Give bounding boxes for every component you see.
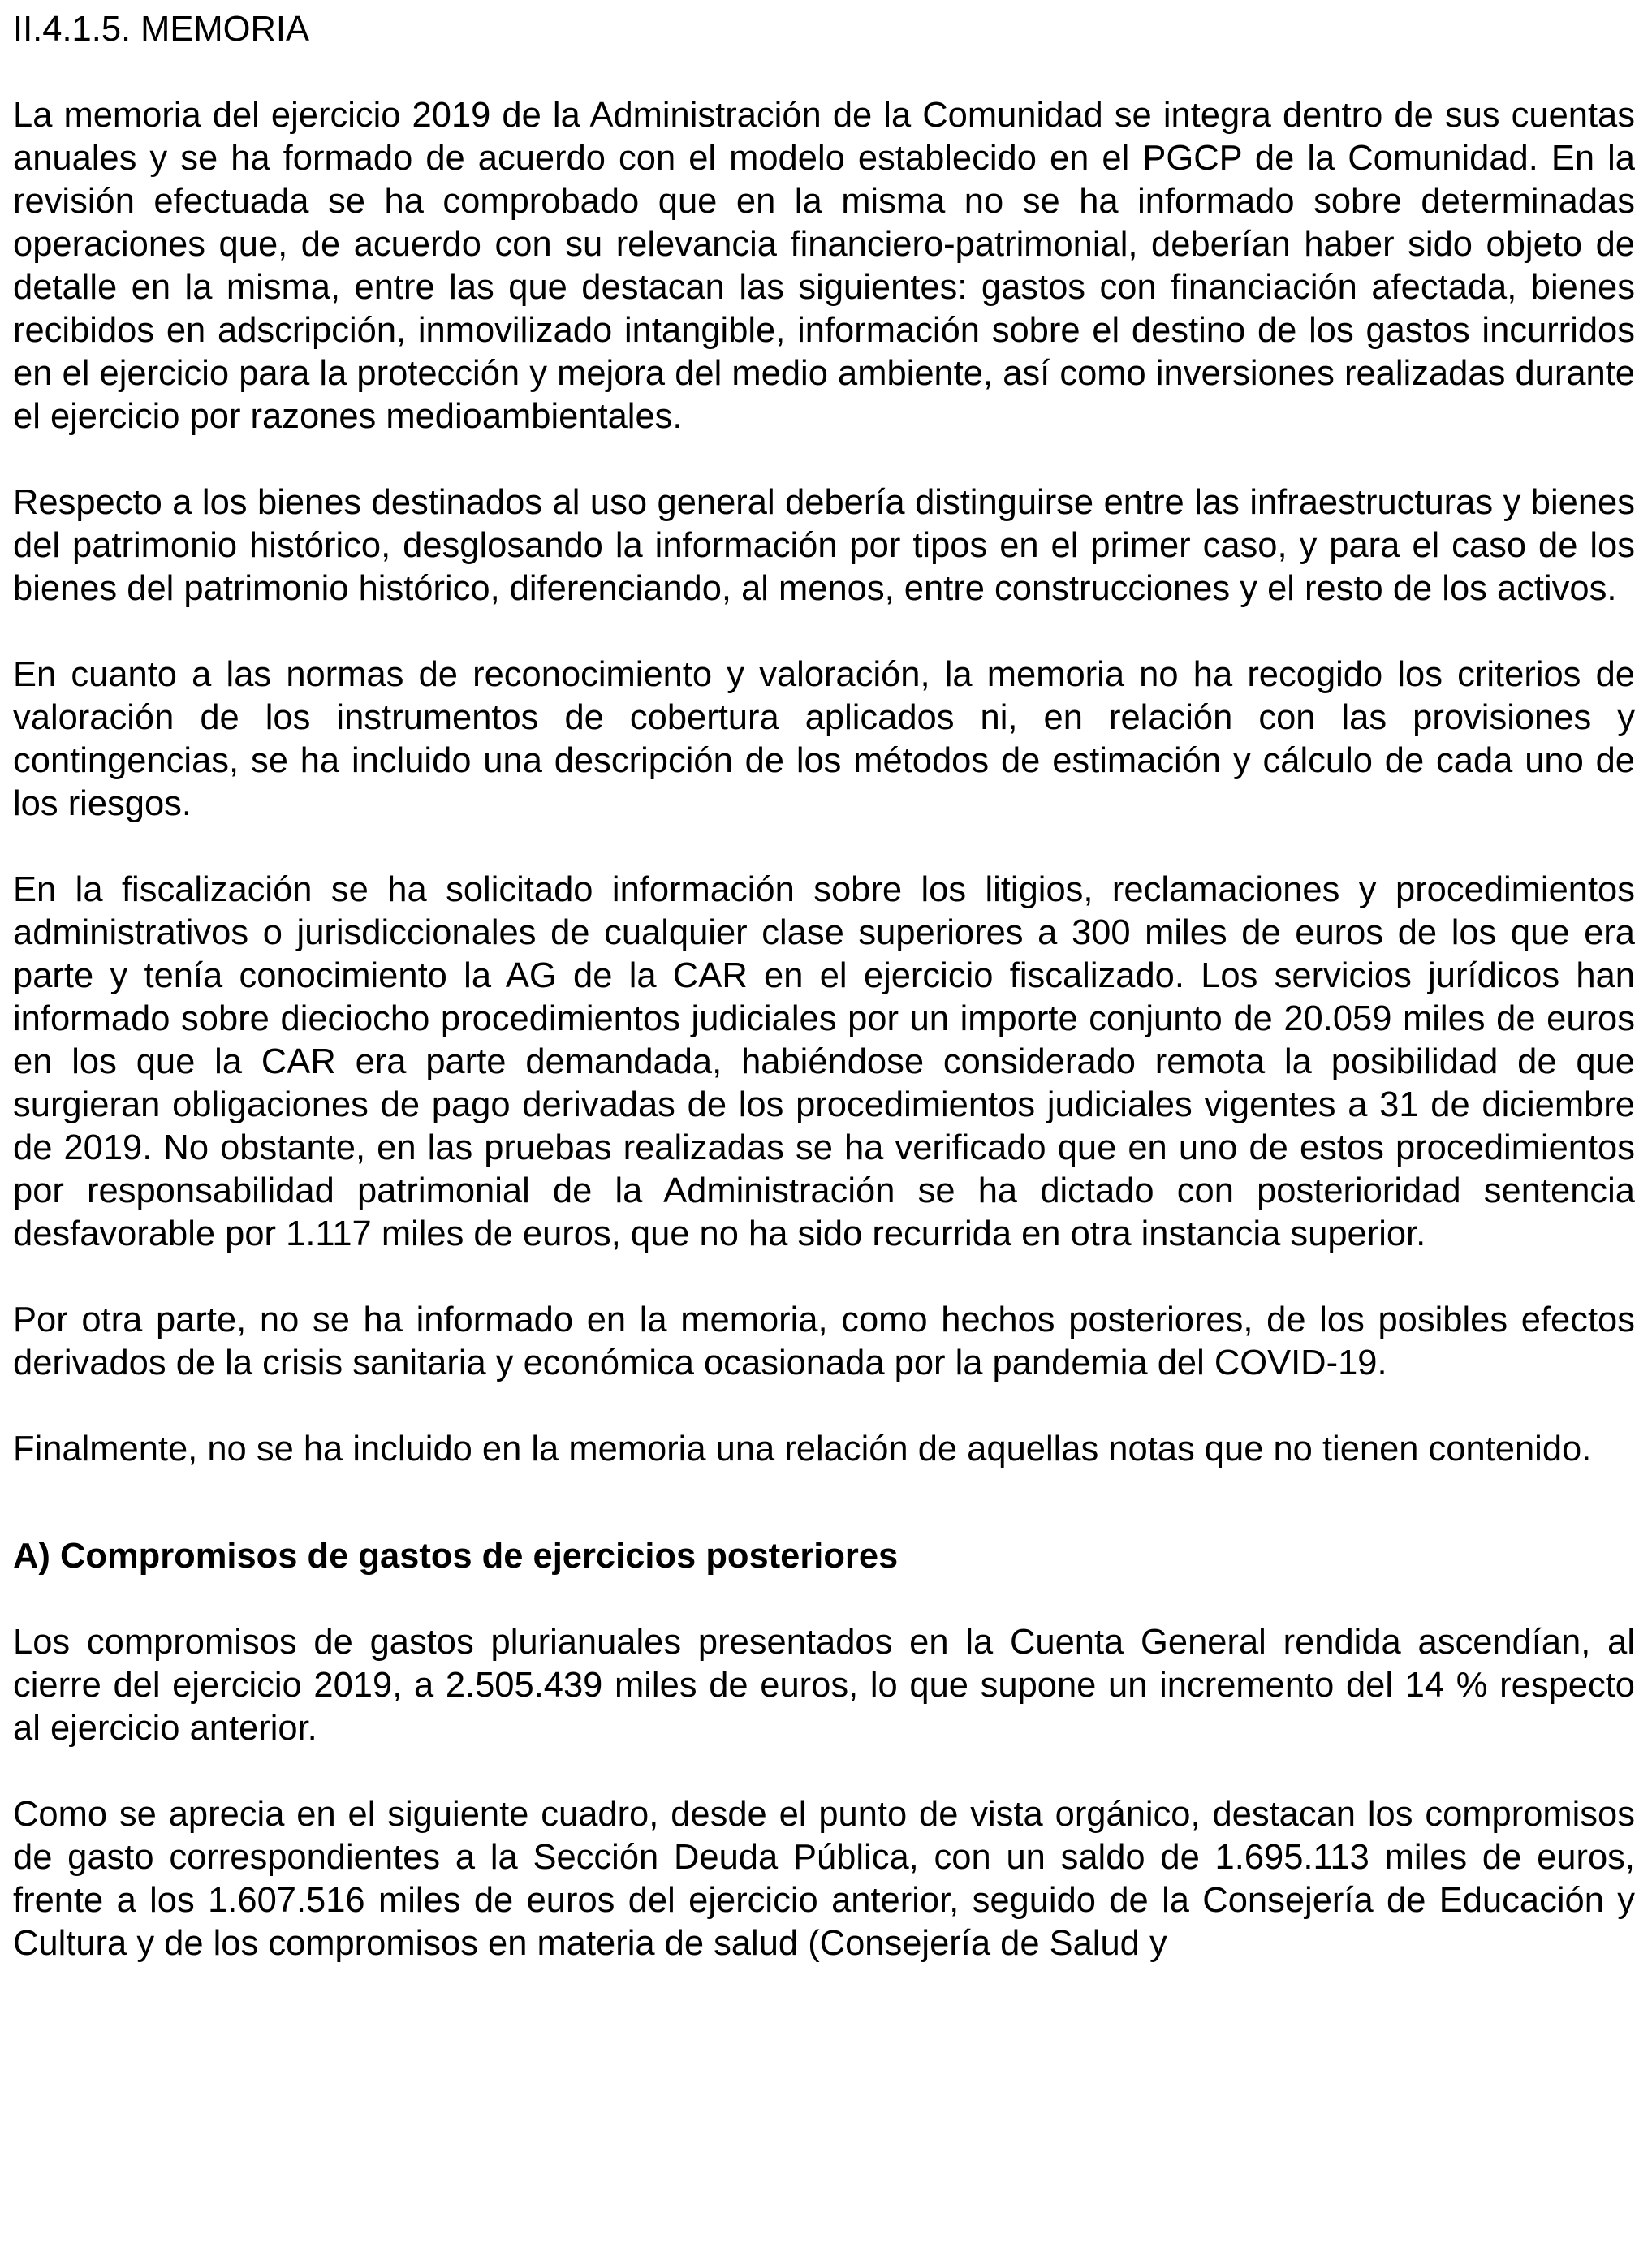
paragraph: La memoria del ejercicio 2019 de la Administración de la Comunidad se integra dentro de sus cuentas anuales y se ha formado de acuerdo con el modelo establecido en el PGCP de la Comunidad. En la revisión efectuada se ha comprobado que en la misma no se ha informado sobre determinadas operaciones que, de acuerdo con su relevancia financiero-patrimonial, deberían haber sido objeto de detalle en la misma, entre las que destacan las siguientes: gastos con financiación afectada, bienes recibidos en adscripción, inmovilizado intangible, información sobre el destino de los gastos incurridos en el ejercicio para la protección y mejora del medio ambiente, así como inversiones realizadas durante el ejercicio por razones medioambientales.	[13, 96, 1635, 436]
subsection-heading: A) Compromisos de gastos de ejercicios posteriores	[13, 1537, 899, 1576]
paragraph: Como se aprecia en el siguiente cuadro, desde el punto de vista orgánico, destacan los compromisos de gasto correspondientes a la Sección Deuda Pública, con un saldo de 1.695.113 miles de euros, frente a los 1.607.516 miles de euros del ejercicio anterior, seguido de la Consejería de Educación y Cultura y de los compromisos en materia de salud (Consejería de Salud y	[13, 1795, 1635, 1963]
paragraph: Por otra parte, no se ha informado en la memoria, como hechos posteriores, de los posibles efectos derivados de la crisis sanitaria y económica ocasionada por la pandemia del COVID-19.	[13, 1300, 1635, 1382]
paragraph: En cuanto a las normas de reconocimiento y valoración, la memoria no ha recogido los criterios de valoración de los instrumentos de cobertura aplicados ni, en relación con las provisiones y contingencias, se ha incluido una descripción de los métodos de estimación y cálculo de cada uno de los riesgos.	[13, 655, 1635, 823]
paragraph: En la fiscalización se ha solicitado información sobre los litigios, reclamaciones y procedimientos administrativos o jurisdiccionales de cualquier clase superiores a 300 miles de euros de los que era parte y tenía conocimiento la AG de la CAR en el ejercicio fiscalizado. Los servicios jurídicos han informado sobre dieciocho procedimientos judiciales por un importe conjunto de 20.059 miles de euros en los que la CAR era parte demandada, habiéndose considerado remota la posibilidad de que surgieran obligaciones de pago derivadas de los procedimientos judiciales vigentes a 31 de diciembre de 2019. No obstante, en las pruebas realizadas se ha verificado que en uno de estos procedimientos por responsabilidad patrimonial de la Administración se ha dictado con posterioridad sentencia desfavorable por 1.117 miles de euros, que no ha sido recurrida en otra instancia superior.	[13, 870, 1635, 1253]
paragraph: Respecto a los bienes destinados al uso general debería distinguirse entre las infraestructuras y bienes del patrimonio histórico, desglosando la información por tipos en el primer caso, y para el caso de los bienes del patrimonio histórico, diferenciando, al menos, entre construcciones y el resto de los activos.	[13, 483, 1635, 608]
paragraph: Los compromisos de gastos plurianuales presentados en la Cuenta General rendida ascendían, al cierre del ejercicio 2019, a 2.505.439 miles de euros, lo que supone un incremento del 14 % respecto al ejercicio anterior.	[13, 1623, 1635, 1748]
section-heading: II.4.1.5. MEMORIA	[13, 10, 310, 49]
paragraph: Finalmente, no se ha incluido en la memoria una relación de aquellas notas que no tienen contenido.	[13, 1430, 1592, 1469]
document-page	[13, 8, 1635, 1965]
